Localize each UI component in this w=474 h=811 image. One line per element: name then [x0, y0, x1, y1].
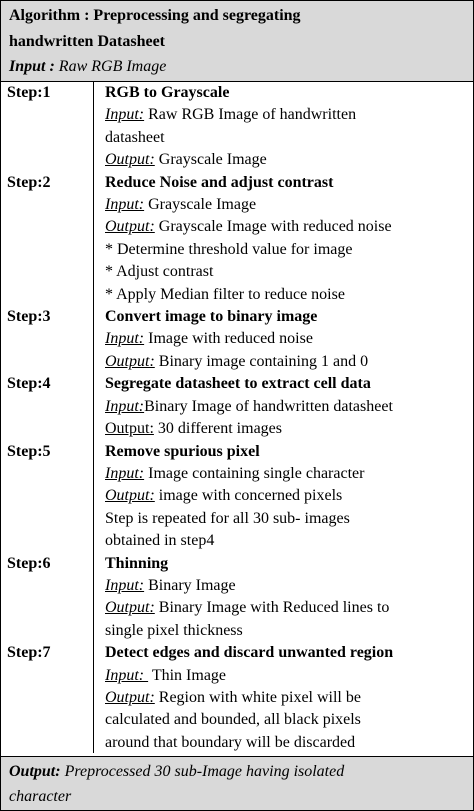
title-line-2: handwritten Datasheet — [9, 33, 165, 50]
step-number: Step:4 — [7, 375, 51, 393]
step-body — [93, 373, 473, 440]
step-row — [1, 553, 473, 643]
step-output-label: Output: — [105, 420, 154, 438]
step-body — [93, 441, 473, 553]
step-output — [105, 216, 469, 238]
step-output-cont: calculated and bounded, all black pixels — [105, 711, 361, 729]
step-input-label: Input: — [105, 576, 145, 594]
step-output — [105, 351, 469, 373]
step-number: Step:5 — [7, 442, 51, 460]
step-output — [105, 687, 469, 709]
step-output-value: 30 different images — [157, 420, 282, 438]
step-row — [1, 306, 473, 373]
step-number: Step:1 — [7, 84, 51, 101]
step-note: * Apply Median filter to reduce noise — [105, 285, 345, 303]
step-output-value: Region with white pixel will be — [158, 688, 361, 706]
step-row — [1, 82, 473, 172]
step-body — [93, 553, 473, 643]
algorithm-input — [9, 55, 467, 79]
step-note: * Adjust contrast — [105, 263, 214, 281]
step-input-value: Raw RGB Image of handwritten — [148, 106, 357, 124]
step-title: Thinning — [105, 554, 169, 572]
step-body — [93, 172, 473, 306]
algorithm-input-value: Raw RGB Image — [58, 58, 167, 75]
step-output-value: Binary Image with Reduced lines to — [158, 599, 390, 617]
step-input — [105, 463, 469, 485]
step-row — [1, 172, 473, 306]
step-number: Step:7 — [7, 644, 51, 662]
step-output — [105, 149, 469, 171]
step-title: Remove spurious pixel — [105, 442, 260, 460]
step-input-value: Image with reduced noise — [148, 330, 313, 348]
step-number: Step:2 — [7, 173, 51, 191]
step-input-label: Input: — [105, 106, 145, 124]
step-row — [1, 441, 473, 553]
footer-output-cont: character — [9, 788, 72, 805]
step-input-value: Binary Image of handwritten datasheet — [144, 397, 393, 415]
footer-output-value: Preprocessed 30 sub-Image having isolated — [64, 763, 345, 780]
title-line-1: Algorithm : Preprocessing and segregating — [9, 7, 301, 24]
step-body — [93, 306, 473, 373]
step-output — [105, 418, 469, 440]
step-note: obtained in step4 — [105, 532, 215, 550]
step-output-label: Output: — [105, 352, 155, 370]
step-output-label: Output: — [105, 599, 155, 617]
footer-output — [9, 759, 465, 784]
step-input-label: Input: — [105, 196, 145, 214]
step-input — [105, 396, 469, 418]
step-title: Convert image to binary image — [105, 308, 318, 326]
step-title: Reduce Noise and adjust contrast — [105, 173, 334, 191]
step-input-label: Input: — [105, 464, 145, 482]
step-input — [105, 104, 469, 126]
step-number: Step:6 — [7, 554, 51, 572]
step-row — [1, 642, 473, 754]
step-output-value: Grayscale Image — [158, 151, 267, 169]
step-title: RGB to Grayscale — [105, 84, 230, 101]
step-body — [93, 82, 473, 172]
step-output-label: Output: — [105, 218, 155, 236]
step-title: Segregate datasheet to extract cell data — [105, 375, 371, 393]
step-input — [105, 194, 469, 216]
step-input-value: Binary Image — [148, 576, 236, 594]
footer-output-label: Output: — [9, 763, 61, 780]
step-input — [105, 328, 469, 350]
step-output-label: Output: — [105, 151, 155, 169]
step-output-label: Output: — [105, 688, 155, 706]
step-output-value: image with concerned pixels — [158, 487, 343, 505]
step-input — [105, 575, 469, 597]
step-note: Step is repeated for all 30 sub- images — [105, 509, 350, 527]
step-output — [105, 485, 469, 507]
step-input-label: Input: — [105, 666, 149, 684]
step-input-value: Grayscale Image — [148, 196, 257, 214]
algorithm-footer — [1, 756, 473, 810]
steps-table — [1, 82, 473, 753]
step-output — [105, 597, 469, 619]
algorithm-input-label: Input : — [9, 58, 55, 75]
step-note: * Determine threshold value for image — [105, 240, 353, 258]
step-input — [105, 665, 469, 687]
step-output-cont: single pixel thickness — [105, 621, 243, 639]
step-body — [93, 642, 473, 754]
step-input-value: Image containing single character — [148, 464, 365, 482]
step-row — [1, 373, 473, 440]
step-input-label: Input: — [105, 397, 145, 415]
algorithm-title — [9, 3, 467, 55]
step-output-cont: around that boundary will be discarded — [105, 733, 356, 751]
step-output-value: Grayscale Image with reduced noise — [158, 218, 392, 236]
step-title: Detect edges and discard unwanted region — [105, 644, 394, 662]
step-output-value: Binary image containing 1 and 0 — [158, 352, 369, 370]
algorithm-header — [1, 1, 473, 82]
step-input-label: Input: — [105, 330, 145, 348]
step-input-cont: datasheet — [105, 128, 165, 146]
step-input-value: Thin Image — [151, 666, 227, 684]
step-number: Step:3 — [7, 308, 51, 326]
step-output-label: Output: — [105, 487, 155, 505]
